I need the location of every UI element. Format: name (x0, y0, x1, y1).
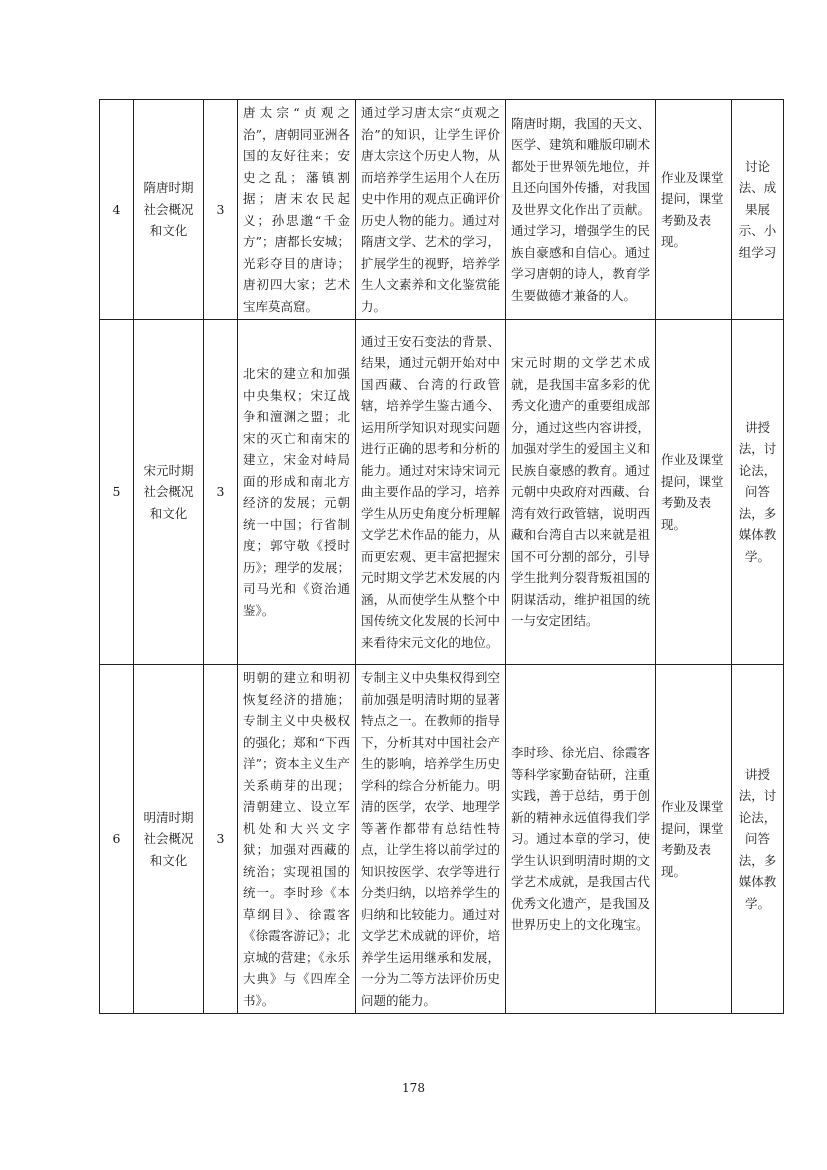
assessment-method: 作业及课堂提问，课堂考勤及表现。 (656, 665, 732, 1014)
ideological-education: 宋元时期的文学艺术成就，是我国丰富多彩的优秀文化遗产的重要组成部分，通过这些内容讲授，加强对学生的爱国主义和民族自豪感的教育。通过元朝中央政府对西藏、台湾有效行政管辖，说明西藏和台湾自古以来就是祖国不可分割的部分，引导学生批判分裂背叛祖国的阴谋活动，维护祖国的统一与安定团结。 (506, 320, 656, 665)
ideological-education: 李时珍、徐光启、徐霞客等科学家勤奋钻研，注重实践，善于总结，勇于创新的精神永远值得我们学习。通过本章的学习，使学生认识到明清时期的文学艺术成就，是我国古代优秀文化遗产，是我国及世界历史上的文化瑰宝。 (506, 665, 656, 1014)
table-row-chapter-4 (100, 100, 784, 320)
chapter-title: 明清时期社会概况和文化 (134, 665, 204, 1014)
teaching-method: 讲授法，讨论法，问答法，多媒体教学。 (732, 320, 784, 665)
row-number: 5 (100, 320, 134, 665)
page-number: 178 (402, 1081, 425, 1095)
teaching-content: 明朝的建立和明初恢复经济的措施；专制主义中央极权的强化；郑和“下西洋”；资本主义生产关系萌芽的出现；清朝建立、设立军机处和大兴文字狱；加强对西藏的统治；实现祖国的统一。李时珍《本草纲目》、徐霞客《徐霞客游记》；北京城的营建；《永乐大典》与《四库全书》。 (238, 665, 356, 1014)
ideological-education: 隋唐时期，我国的天文、医学、建筑和雕版印刷术都处于世界领先地位，并且还向国外传播，对我国及世界文化作出了贡献。通过学习，增强学生的民族自豪感和自信心。通过学习唐朝的诗人，教育学生要做德才兼备的人。 (506, 100, 656, 320)
assessment-method: 作业及课堂提问，课堂考勤及表现。 (656, 320, 732, 665)
chapter-title: 隋唐时期社会概况和文化 (134, 100, 204, 320)
syllabus-table (99, 99, 784, 1014)
chapter-title: 宋元时期社会概况和文化 (134, 320, 204, 665)
teaching-goal: 专制主义中央集权得到空前加强是明清时期的显著特点之一。在教师的指导下，分析其对中国社会产生的影响，培养学生历史学科的综合分析能力。明清的医学，农学、地理学等著作都带有总结性特点，让学生将以前学过的知识按医学、农学等进行分类归纳，以培养学生的归纳和比较能力。通过对文学艺术成就的评价，培养学生运用继承和发展，一分为二等方法评价历史问题的能力。 (356, 665, 506, 1014)
teaching-goal: 通过学习唐太宗“贞观之治”的知识，让学生评价唐太宗这个历史人物，从而培养学生运用个人在历史中作用的观点正确评价历史人物的能力。通过对隋唐文学、艺术的学习，扩展学生的视野，培养学生人文素养和文化鉴赏能力。 (356, 100, 506, 320)
row-number: 4 (100, 100, 134, 320)
row-number: 6 (100, 665, 134, 1014)
teaching-content: 唐太宗“贞观之治”，唐朝同亚洲各国的友好往来；安史之乱；藩镇割据；唐末农民起义；孙思邈“千金方”；唐都长安城；光彩夺目的唐诗；唐初四大家；艺术宝库莫高窟。 (238, 100, 356, 320)
class-hours: 3 (204, 100, 238, 320)
teaching-method: 讨论法、成果展示、小组学习 (732, 100, 784, 320)
teaching-content: 北宋的建立和加强中央集权；宋辽战争和澶渊之盟；北宋的灭亡和南宋的建立，宋金对峙局面的形成和南北方经济的发展；元朝统一中国；行省制度；郭守敬《授时历》；理学的发展；司马光和《资治通鉴》。 (238, 320, 356, 665)
teaching-method: 讲授法，讨论法，问答法，多媒体教学。 (732, 665, 784, 1014)
table-row-chapter-5 (100, 320, 784, 665)
class-hours: 3 (204, 320, 238, 665)
table-row-chapter-6 (100, 665, 784, 1014)
assessment-method: 作业及课堂提问，课堂考勤及表现。 (656, 100, 732, 320)
teaching-goal: 通过王安石变法的背景、结果，通过元朝开始对中国西藏、台湾的行政管辖，培养学生鉴古通今、运用所学知识对现实问题进行正确的思考和分析的能力。通过对宋诗宋词元曲主要作品的学习，培养学生从历史角度分析理解文学艺术作品的能力，从而更宏观、更丰富把握宋元时期文学艺术发展的内涵，从而使学生从整个中国传统文化发展的长河中来看待宋元文化的地位。 (356, 320, 506, 665)
class-hours: 3 (204, 665, 238, 1014)
